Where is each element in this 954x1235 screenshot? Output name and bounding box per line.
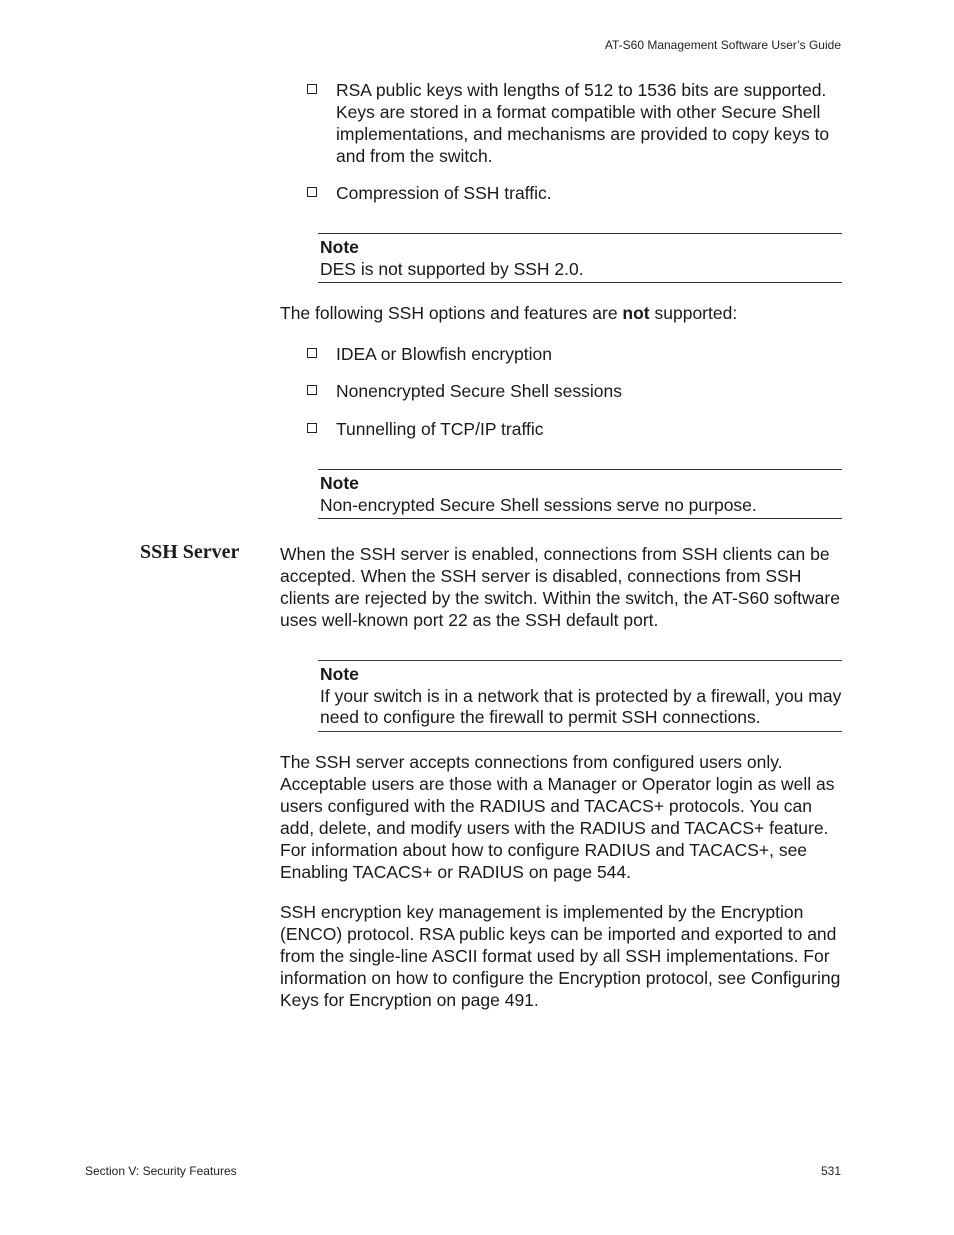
list-item: [307, 343, 842, 365]
list-item-text: IDEA or Blowfish encryption: [336, 344, 552, 364]
note-title: Note: [320, 664, 359, 684]
page-number: 531: [820, 1164, 841, 1178]
note-box: [318, 469, 842, 519]
list-item: [307, 79, 842, 167]
paragraph: The SSH server accepts connections from configured users only. Acceptable users are those with a Manager or Operator login as well as users configured with the RADIUS and TACACS+ protocols. You can add, delete, and modify users with the RADIUS and TACACS+ feature. For information about how to configure RADIUS and TACACS+, see Enabling TACACS+ or RADIUS on page 544.: [280, 752, 835, 882]
list-item: [307, 380, 842, 402]
section-heading: SSH Server: [140, 541, 240, 563]
note-title: Note: [320, 473, 359, 493]
checkbox-bullet-icon: [307, 187, 317, 197]
footer-section: Section V: Security Features: [85, 1164, 237, 1178]
list-item: [307, 418, 842, 440]
checkbox-bullet-icon: [307, 385, 317, 395]
note-box: [318, 233, 842, 283]
paragraph: When the SSH server is enabled, connections from SSH clients can be accepted. When the SSH server is disabled, connections from SSH clients are rejected by the switch. Within the switch, the AT-S60 software uses well-known port 22 as the SSH default port.: [280, 544, 840, 630]
checkbox-bullet-icon: [307, 348, 317, 358]
paragraph: The following SSH options and features are not supported:: [280, 303, 738, 323]
list-item-text: Nonencrypted Secure Shell sessions: [336, 381, 622, 401]
note-text: DES is not supported by SSH 2.0.: [320, 258, 584, 279]
list-item-text: Compression of SSH traffic.: [336, 183, 552, 203]
note-text: If your switch is in a network that is protected by a firewall, you may need to configure the firewall to permit SSH connections.: [320, 685, 842, 727]
checkbox-bullet-icon: [307, 84, 317, 94]
list-item: [307, 182, 842, 204]
note-title: Note: [320, 237, 359, 257]
note-box: [318, 660, 842, 732]
checkbox-bullet-icon: [307, 423, 317, 433]
list-item-text: RSA public keys with lengths of 512 to 1536 bits are supported. Keys are stored in a format compatible with other Secure Shell implementations, and mechanisms are provided to copy keys to and from the switch.: [336, 80, 830, 166]
running-header: AT-S60 Management Software User’s Guide: [604, 38, 841, 52]
paragraph: SSH encryption key management is implemented by the Encryption (ENCO) protocol. RSA public keys can be imported and exported to and from the single-line ASCII format used by all SSH implementations. For information on how to configure the Encryption protocol, see Configuring Keys for Encryption on page 491.: [280, 902, 841, 1010]
emphasis: not: [622, 303, 650, 323]
note-text: Non-encrypted Secure Shell sessions serve no purpose.: [320, 494, 757, 515]
list-item-text: Tunnelling of TCP/IP traffic: [336, 419, 544, 439]
